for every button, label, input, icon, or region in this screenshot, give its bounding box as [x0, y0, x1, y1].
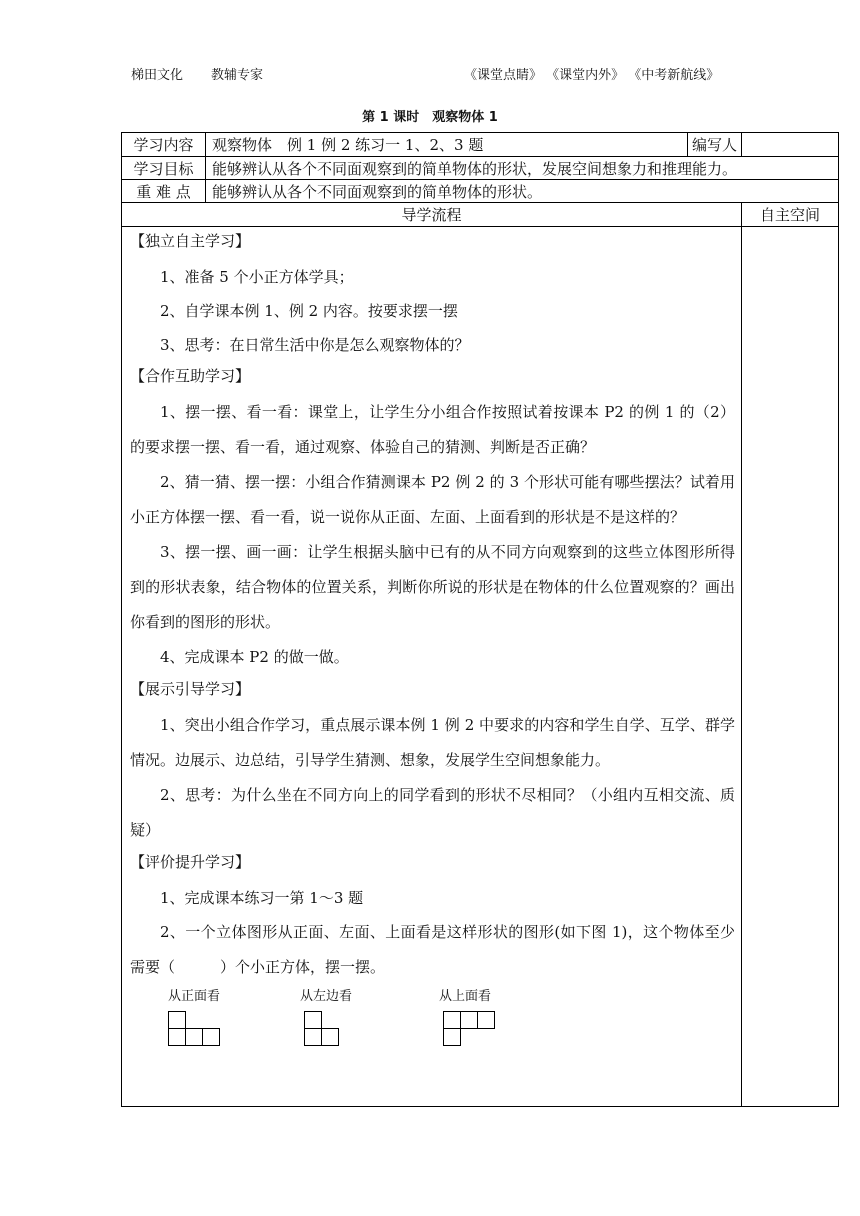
author-label: 编写人 [688, 133, 742, 157]
content-label: 学习内容 [122, 133, 206, 157]
view-figures [130, 989, 735, 1069]
key-value: 能够辨认从各个不同面观察到的简单物体的形状。 [206, 180, 839, 203]
column-header-row [122, 203, 839, 227]
goal-value: 能够辨认从各个不同面观察到的简单物体的形状，发展空间想象力和推理能力。 [206, 157, 839, 180]
section-evaluation [130, 852, 735, 985]
key-label: 重 难 点 [122, 180, 206, 203]
content-row [122, 133, 839, 157]
section-heading: 【合作互助学习】 [130, 367, 251, 385]
grid-square [443, 1028, 461, 1046]
paragraph: 1、突出小组合作学习，重点展示课本例 1 例 2 中要求的内容和学生自学、互学、群学情况。边展示、边总结，引导学生猜测、想象，发展学生空间想象能力。 [130, 716, 736, 769]
header-brand: 梯田文化 [131, 68, 184, 83]
grid-square [168, 1028, 186, 1046]
section-heading: 【展示引导学习】 [130, 680, 251, 698]
grid-square [168, 1011, 186, 1029]
paragraph: 2、猜一猜、摆一摆：小组合作猜测课本 P2 例 2 的 3 个形状可能有哪些摆法？试着用小正方体摆一摆、看一看，说一说你从正面、左面、上面看到的形状是不是这样的？ [130, 473, 736, 526]
paragraph: 2、一个立体图形从正面、左面、上面看是这样形状的图形(如下图 1)，这个物体至少需要（ ）个小正方体，摆一摆。 [130, 923, 736, 976]
grid-square [304, 1028, 322, 1046]
front-view-figure [168, 989, 220, 1011]
content-value: 观察物体 例 1 例 2 练习一 1、2、3 题 [206, 133, 688, 157]
header-tagline: 教辅专家 [211, 68, 264, 83]
left-view-caption: 从左边看 [300, 989, 353, 1004]
space-column [742, 227, 839, 1107]
paragraph: 1、摆一摆、看一看：课堂上，让学生分小组合作按照试着按课本 P2 的例 1 的（2）的要求摆一摆、看一看，通过观察、体验自己的猜测、判断是否正确？ [130, 403, 736, 456]
top-view-figure [439, 989, 491, 1011]
section-presentation [130, 679, 735, 848]
grid-square [477, 1011, 495, 1029]
flow-header: 导学流程 [122, 203, 742, 227]
paragraph: 3、摆一摆、画一画：让学生根据头脑中已有的从不同方向观察到的这些立体图形所得到的形状表象，结合物体的位置关系，判断你所说的形状是在物体的什么位置观察的？画出你看到的图形的形状。 [130, 543, 736, 631]
paragraph: 1、准备 5 个小正方体学具； [160, 268, 354, 286]
section-heading: 【评价提升学习】 [130, 853, 251, 871]
goal-label: 学习目标 [122, 157, 206, 180]
key-row [122, 180, 839, 203]
paragraph: 1、完成课本练习一第 1～3 题 [160, 889, 364, 907]
grid-square [202, 1028, 220, 1046]
author-value [742, 133, 839, 157]
grid-square [185, 1028, 203, 1046]
paragraph: 2、思考：为什么坐在不同方向上的同学看到的形状不尽相同？（小组内互相交流、质疑） [130, 786, 736, 839]
paragraph: 4、完成课本 P2 的做一做。 [160, 648, 349, 666]
header-left [131, 64, 291, 83]
lesson-table [121, 132, 839, 1107]
body-row [122, 227, 839, 1107]
page-title: 第 1 课时 观察物体 1 [362, 110, 498, 125]
grid-square [443, 1011, 461, 1029]
grid-square [321, 1028, 339, 1046]
paragraph: 2、自学课本例 1、例 2 内容。按要求摆一摆 [160, 302, 458, 320]
header-series: 《课堂点睛》 《课堂内外》 《中考新航线》 [464, 68, 720, 83]
front-view-caption: 从正面看 [168, 989, 221, 1004]
section-independent [130, 231, 735, 362]
section-heading: 【独立自主学习】 [130, 232, 251, 250]
top-view-caption: 从上面看 [439, 989, 492, 1004]
flow-content [122, 227, 742, 1107]
goal-row [122, 157, 839, 180]
section-cooperative [130, 366, 735, 675]
left-view-figure [300, 989, 352, 1011]
grid-square [460, 1011, 478, 1029]
space-header: 自主空间 [742, 203, 839, 227]
grid-square [304, 1011, 322, 1029]
paragraph: 3、思考：在日常生活中你是怎么观察物体的？ [160, 336, 470, 354]
